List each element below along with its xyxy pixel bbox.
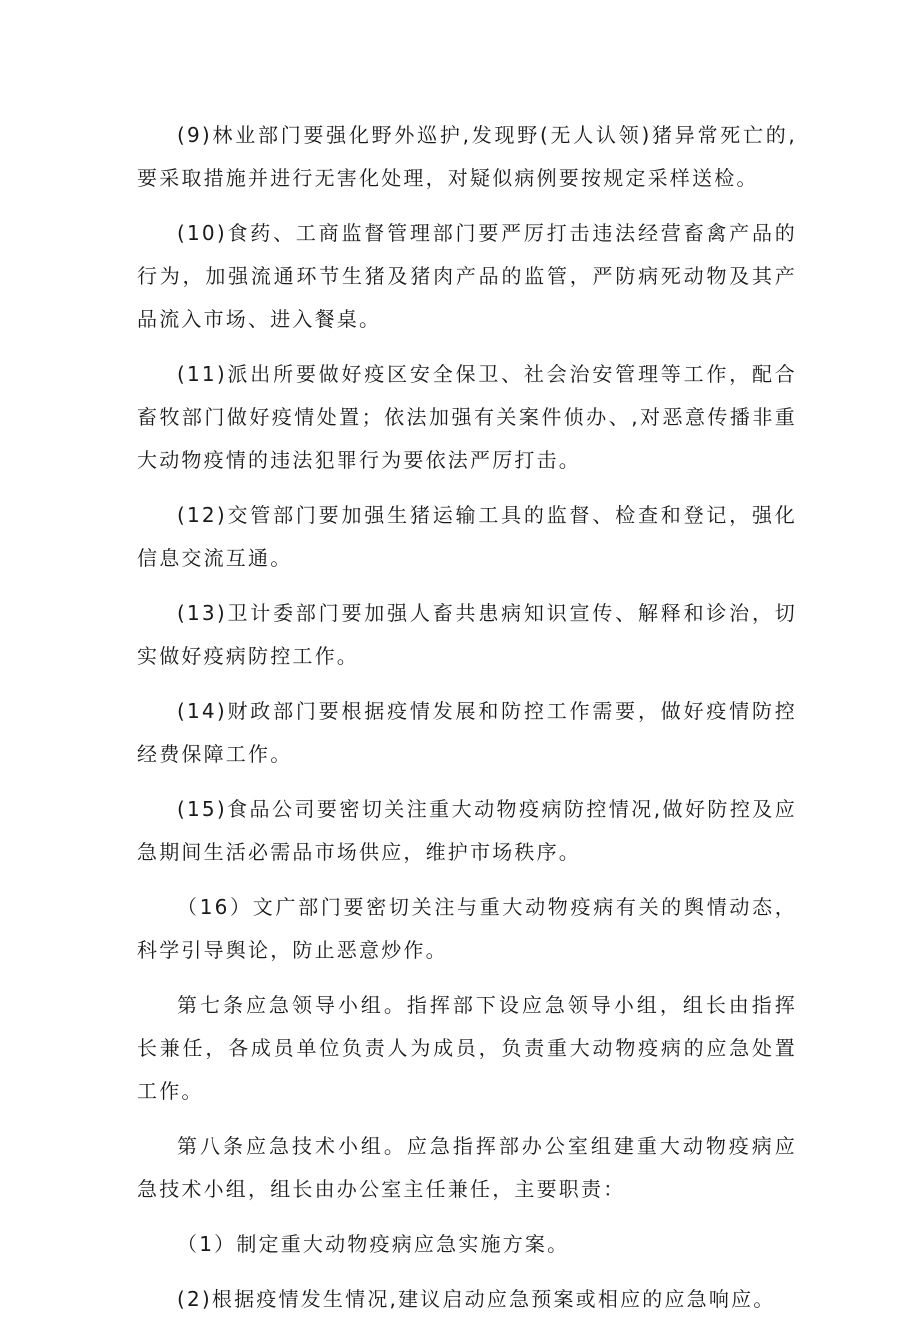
paragraph-police-station: (11)派出所要做好疫区安全保卫、社会治安管理等工作，配合畜牧部门做好疫情处置；依法加强有关案件侦办、,对恶意传播非重大动物疫情的违法犯罪行为要依法严厉打击。 bbox=[137, 362, 797, 472]
paragraph-food-company: (15)食品公司要密切关注重大动物疫病防控情况,做好防控及应急期间生活必需品市场供应，维护市场秩序。 bbox=[137, 797, 797, 864]
paragraph-duty-2: (2)根据疫情发生情况,建议启动应急预案或相应的应急响应。 bbox=[177, 1287, 776, 1311]
paragraph-food-drug-market: (10)食药、工商监督管理部门要严厉打击违法经营畜禽产品的行为，加强流通环节生猪及猪肉产品的监管，严防病死动物及其产品流入市场、进入餐桌。 bbox=[137, 221, 797, 331]
paragraph-health: (13)卫计委部门要加强人畜共患病知识宣传、解释和诊治，切实做好疫病防控工作。 bbox=[137, 601, 797, 668]
paragraph-article-7: 第七条应急领导小组。指挥部下设应急领导小组，组长由指挥长兼任，各成员单位负责人为成员，负责重大动物疫病的应急处置工作。 bbox=[137, 993, 797, 1103]
paragraph-forestry: (9)林业部门要强化野外巡护,发现野(无人认领)猪异常死亡的,要采取措施并进行无害化处理，对疑似病例要按规定采样送检。 bbox=[137, 123, 797, 190]
paragraph-traffic: (12)交管部门要加强生猪运输工具的监督、检查和登记，强化信息交流互通。 bbox=[137, 503, 797, 570]
paragraph-finance: (14)财政部门要根据疫情发展和防控工作需要，做好疫情防控经费保障工作。 bbox=[137, 699, 797, 766]
document-body bbox=[137, 114, 797, 1333]
paragraph-article-8: 第八条应急技术小组。应急指挥部办公室组建重大动物疫病应急技术小组，组长由办公室主任兼任，主要职责： bbox=[137, 1134, 797, 1201]
paragraph-duty-1: （1）制定重大动物疫病应急实施方案。 bbox=[177, 1232, 570, 1256]
paragraph-culture: （16）文广部门要密切关注与重大动物疫病有关的舆情动态，科学引导舆论，防止恶意炒作。 bbox=[137, 895, 797, 962]
